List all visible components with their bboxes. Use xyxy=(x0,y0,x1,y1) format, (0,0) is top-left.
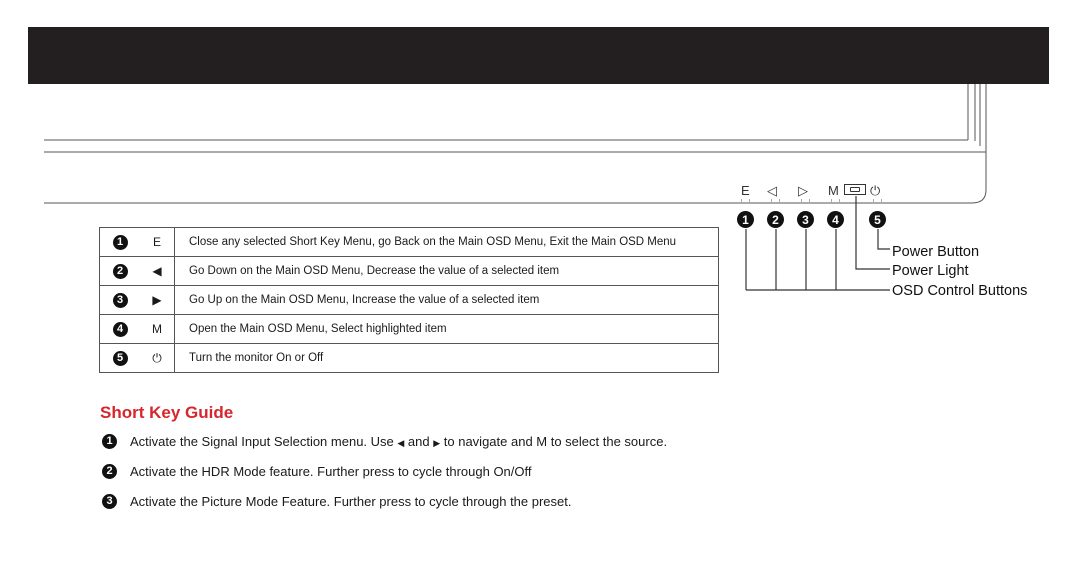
item-text: Activate the Signal Input Selection menu. Use ◀ and ▶ to navigate and M to select the source. xyxy=(130,434,668,449)
row-number: 3 xyxy=(113,293,128,308)
table-row xyxy=(100,257,719,286)
item-number: 2 xyxy=(102,464,117,479)
marker-3: 3 xyxy=(797,211,814,228)
marker-2: 2 xyxy=(767,211,784,228)
callout-power-light: Power Light xyxy=(892,263,969,279)
section-title: Short Key Guide xyxy=(100,403,234,422)
callout-osd-buttons: OSD Control Buttons xyxy=(892,283,1028,299)
table-row xyxy=(100,344,719,373)
table-row xyxy=(100,228,719,257)
item-text: Activate the HDR Mode feature. Further press to cycle through On/Off xyxy=(130,464,532,479)
row-description: Turn the monitor On or Off xyxy=(175,344,719,373)
e-glyph-icon: E xyxy=(741,183,750,198)
m-glyph-icon: M xyxy=(828,183,839,198)
right-arrow-icon: ▶ xyxy=(433,438,441,448)
right-arrow-icon: ▶ xyxy=(140,286,175,315)
row-number: 1 xyxy=(113,235,128,250)
power-key-icon: ⏻ xyxy=(140,344,175,373)
m-key-icon: M xyxy=(140,315,175,344)
e-key-icon: E xyxy=(140,228,175,257)
marker-4: 4 xyxy=(827,211,844,228)
row-description: Close any selected Short Key Menu, go Back on the Main OSD Menu, Exit the Main OSD Menu xyxy=(175,228,719,257)
row-number: 4 xyxy=(113,322,128,337)
left-triangle-icon: ◁ xyxy=(767,183,777,198)
marker-1: 1 xyxy=(737,211,754,228)
marker-5: 5 xyxy=(869,211,886,228)
row-description: Go Down on the Main OSD Menu, Decrease the value of a selected item xyxy=(175,257,719,286)
row-number: 5 xyxy=(113,351,128,366)
callout-power-button: Power Button xyxy=(892,244,980,260)
left-arrow-icon: ◀ xyxy=(397,438,405,448)
table-row xyxy=(100,286,719,315)
power-icon: ⏻ xyxy=(870,183,881,198)
row-description: Open the Main OSD Menu, Select highlighted item xyxy=(175,315,719,344)
table-row xyxy=(100,315,719,344)
list-item xyxy=(102,494,572,509)
left-arrow-icon: ◀ xyxy=(140,257,175,286)
item-text: Activate the Picture Mode Feature. Further press to cycle through the preset. xyxy=(130,494,572,509)
item-number: 1 xyxy=(102,434,117,449)
right-triangle-icon: ▷ xyxy=(798,183,808,198)
osd-control-table xyxy=(99,227,719,373)
row-number: 2 xyxy=(113,264,128,279)
item-number: 3 xyxy=(102,494,117,509)
row-description: Go Up on the Main OSD Menu, Increase the value of a selected item xyxy=(175,286,719,315)
list-item xyxy=(102,464,532,479)
list-item xyxy=(102,434,667,449)
